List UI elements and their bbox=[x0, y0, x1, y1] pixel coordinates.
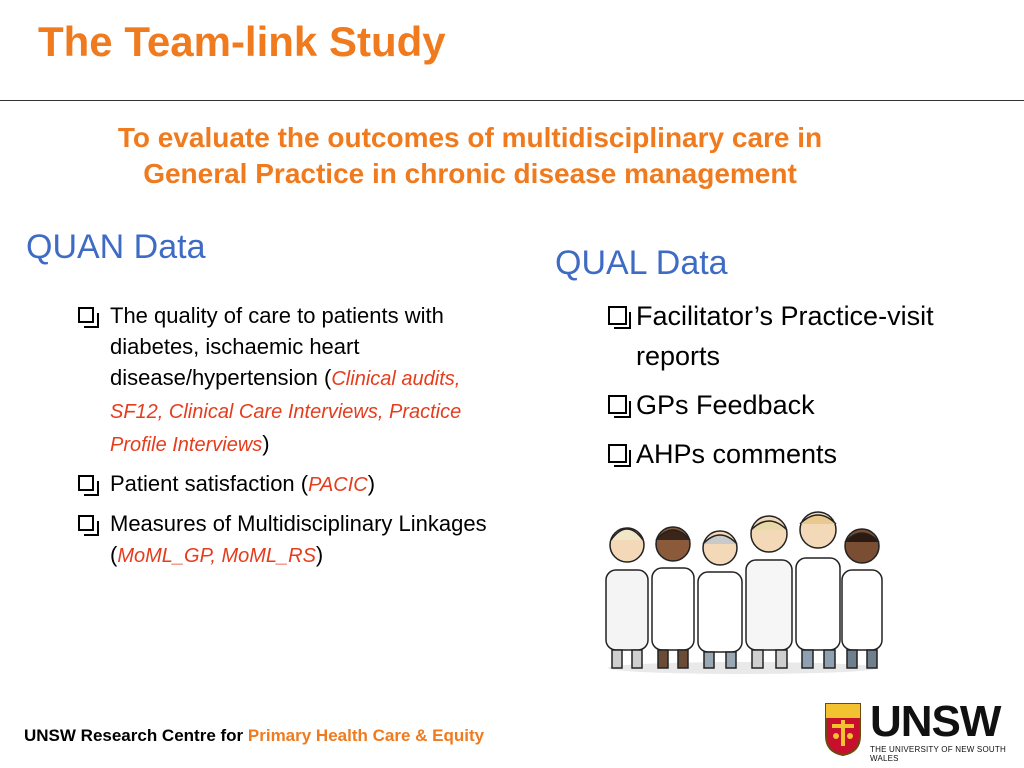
quan-item-note: Clinical audits, SF12, Clinical Care Interviews, Practice Profile Interviews bbox=[110, 368, 462, 456]
quan-item bbox=[78, 300, 508, 461]
unsw-logo-text: UNSW bbox=[870, 697, 1001, 746]
qual-list bbox=[608, 296, 968, 483]
footer-highlight: Primary Health Care & Equity bbox=[247, 726, 485, 745]
quan-item-close: ) bbox=[315, 542, 324, 567]
checkbox-bullet-icon bbox=[608, 444, 627, 463]
title-divider bbox=[0, 100, 1024, 101]
footer-prefix: UNSW Research Centre for bbox=[24, 726, 248, 745]
slide-subtitle bbox=[20, 120, 920, 192]
healthcare-team-illustration bbox=[598, 500, 888, 675]
checkbox-bullet-icon bbox=[78, 475, 94, 491]
subtitle-line-2: General Practice in chronic disease management bbox=[143, 158, 797, 189]
quan-item-close: ) bbox=[262, 431, 270, 456]
qual-item-text: Facilitator’s Practice-visit reports bbox=[636, 301, 934, 371]
slide-title: The Team-link Study bbox=[38, 18, 446, 65]
qual-item-text: GPs Feedback bbox=[636, 390, 815, 420]
quan-item-close: ) bbox=[367, 471, 376, 496]
subtitle-line-1: To evaluate the outcomes of multidisciplinary care in bbox=[117, 122, 823, 153]
quan-item-text: The quality of care to patients with diabetes, ischaemic heart disease/hypertension ( bbox=[110, 303, 444, 390]
quan-item-note: MoML_GP, MoML_RS bbox=[117, 545, 316, 567]
quan-item-text: Patient satisfaction ( bbox=[110, 471, 309, 496]
quan-item-note: PACIC bbox=[308, 474, 368, 496]
quan-list bbox=[78, 300, 508, 579]
checkbox-bullet-icon bbox=[78, 515, 94, 531]
footer-text bbox=[24, 726, 484, 746]
qual-item bbox=[608, 434, 968, 474]
unsw-crest-icon bbox=[824, 702, 862, 756]
checkbox-bullet-icon bbox=[78, 307, 94, 323]
quan-item bbox=[78, 508, 508, 572]
checkbox-bullet-icon bbox=[608, 306, 627, 325]
qual-item-text: AHPs comments bbox=[636, 439, 838, 469]
qual-item bbox=[608, 296, 968, 376]
qual-heading: QUAL Data bbox=[555, 244, 728, 282]
quan-item bbox=[78, 468, 508, 501]
unsw-logo-subtitle: THE UNIVERSITY OF NEW SOUTH WALES bbox=[870, 745, 1006, 763]
checkbox-bullet-icon bbox=[608, 395, 627, 414]
quan-item-text: Measures of Multidisciplinary Linkages ( bbox=[110, 511, 487, 567]
qual-item bbox=[608, 385, 968, 425]
quan-heading: QUAN Data bbox=[26, 228, 206, 266]
person-figure bbox=[606, 512, 882, 674]
